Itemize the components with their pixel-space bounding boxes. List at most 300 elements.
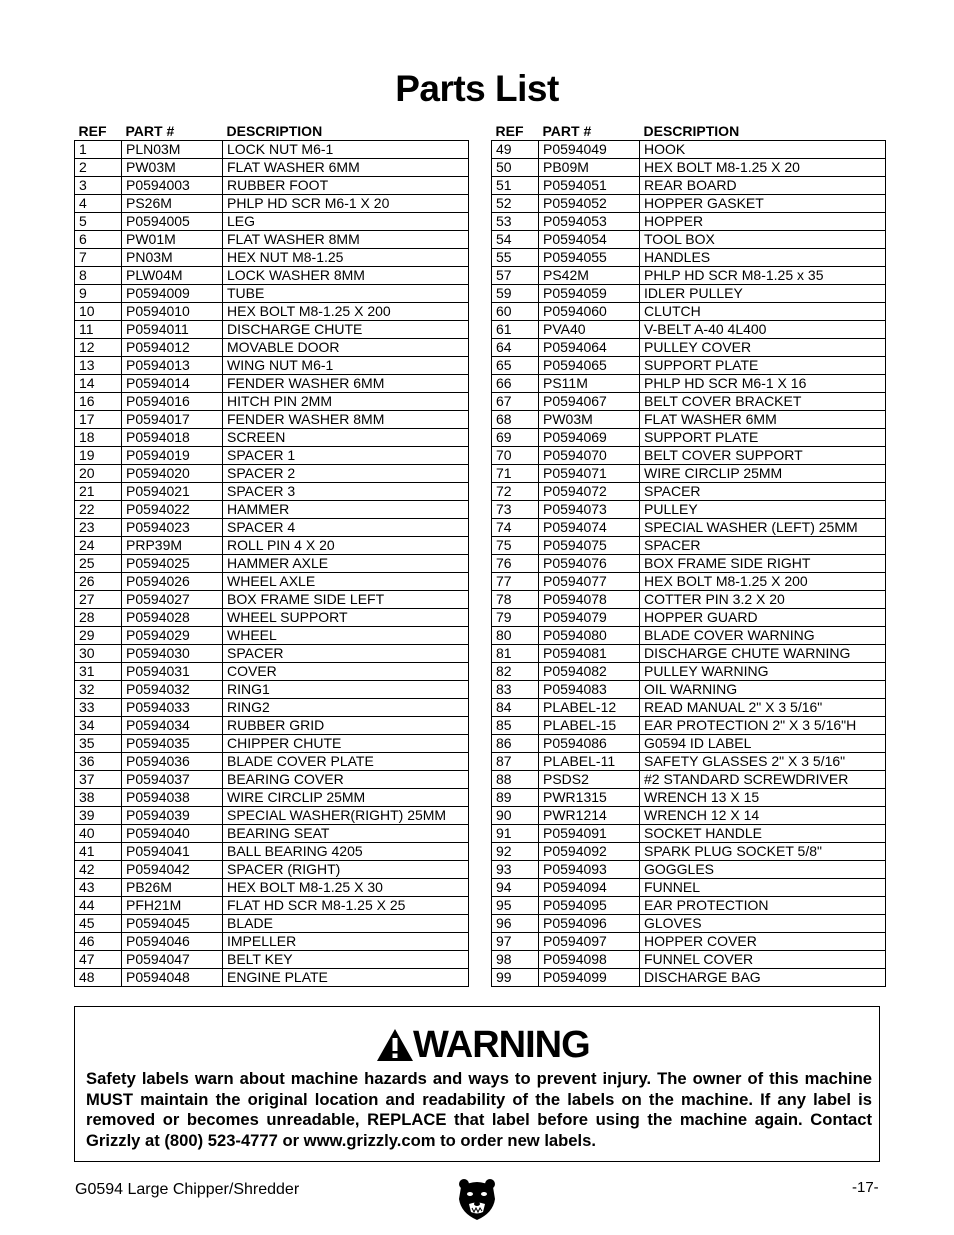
description-cell: BOX FRAME SIDE LEFT (223, 591, 469, 609)
part-number-cell: PLW04M (122, 267, 223, 285)
table-row (75, 159, 469, 177)
table-row (75, 555, 469, 573)
part-number-cell: PS26M (122, 195, 223, 213)
table-row (75, 663, 469, 681)
description-cell: COVER (223, 663, 469, 681)
description-cell: FENDER WASHER 6MM (223, 375, 469, 393)
ref-cell: 12 (75, 339, 122, 357)
table-row (492, 321, 886, 339)
table-row (75, 735, 469, 753)
ref-cell: 47 (75, 951, 122, 969)
ref-cell: 41 (75, 843, 122, 861)
part-number-cell: P0594095 (539, 897, 640, 915)
part-number-cell: P0594005 (122, 213, 223, 231)
part-number-cell: PB09M (539, 159, 640, 177)
description-cell: FLAT WASHER 8MM (223, 231, 469, 249)
description-cell: SOCKET HANDLE (640, 825, 886, 843)
page-number: -17- (852, 1179, 879, 1196)
part-number-cell: PSDS2 (539, 771, 640, 789)
warning-text: Safety labels warn about machine hazards and ways to prevent injury. The owner of this machine MUST maintain the original location and readability of the labels on the machine. If any label is removed or becomes unreadable, REPLACE that label before using the machine again. Contact Grizzly at (800) 523-4777 or www.grizzly.com to order new labels. (86, 1069, 872, 1150)
ref-cell: 81 (492, 645, 539, 663)
ref-cell: 69 (492, 429, 539, 447)
part-number-cell: P0594032 (122, 681, 223, 699)
part-number-cell: P0594075 (539, 537, 640, 555)
description-cell: HOPPER GASKET (640, 195, 886, 213)
table-row (75, 645, 469, 663)
part-number-cell: P0594038 (122, 789, 223, 807)
part-number-cell: P0594020 (122, 465, 223, 483)
parts-table-left (74, 123, 469, 987)
ref-cell: 29 (75, 627, 122, 645)
description-cell: BELT COVER SUPPORT (640, 447, 886, 465)
part-number-cell: P0594076 (539, 555, 640, 573)
part-number-cell: P0594059 (539, 285, 640, 303)
description-cell: SUPPORT PLATE (640, 429, 886, 447)
ref-cell: 21 (75, 483, 122, 501)
table-row (492, 411, 886, 429)
ref-cell: 10 (75, 303, 122, 321)
part-number-cell: P0594097 (539, 933, 640, 951)
table-row (492, 717, 886, 735)
ref-cell: 32 (75, 681, 122, 699)
part-number-cell: P0594028 (122, 609, 223, 627)
ref-cell: 88 (492, 771, 539, 789)
ref-cell: 43 (75, 879, 122, 897)
part-number-cell: P0594082 (539, 663, 640, 681)
table-row (75, 321, 469, 339)
table-row (492, 375, 886, 393)
description-cell: BALL BEARING 4205 (223, 843, 469, 861)
description-cell: RUBBER FOOT (223, 177, 469, 195)
ref-cell: 73 (492, 501, 539, 519)
table-row (492, 789, 886, 807)
table-row (75, 303, 469, 321)
description-cell: SCREEN (223, 429, 469, 447)
description-cell: BOX FRAME SIDE RIGHT (640, 555, 886, 573)
table-row (75, 177, 469, 195)
part-number-cell: P0594052 (539, 195, 640, 213)
ref-cell: 9 (75, 285, 122, 303)
part-number-cell: PWR1214 (539, 807, 640, 825)
table-row (492, 735, 886, 753)
part-number-cell: PW03M (122, 159, 223, 177)
ref-cell: 48 (75, 969, 122, 987)
description-header: DESCRIPTION (643, 123, 740, 139)
ref-cell: 79 (492, 609, 539, 627)
table-row (492, 915, 886, 933)
description-cell: SUPPORT PLATE (640, 357, 886, 375)
ref-cell: 19 (75, 447, 122, 465)
ref-cell: 31 (75, 663, 122, 681)
description-cell: BEARING SEAT (223, 825, 469, 843)
description-cell: PULLEY COVER (640, 339, 886, 357)
part-number-cell: P0594019 (122, 447, 223, 465)
part-number-cell: P0594078 (539, 591, 640, 609)
table-row (492, 537, 886, 555)
description-cell: BELT COVER BRACKET (640, 393, 886, 411)
table-row (492, 609, 886, 627)
ref-cell: 95 (492, 897, 539, 915)
part-number-cell: P0594073 (539, 501, 640, 519)
description-cell: HAMMER AXLE (223, 555, 469, 573)
table-row (75, 411, 469, 429)
ref-cell: 30 (75, 645, 122, 663)
description-cell: WRENCH 13 X 15 (640, 789, 886, 807)
description-cell: IMPELLER (223, 933, 469, 951)
table-row (492, 267, 886, 285)
description-cell: OIL WARNING (640, 681, 886, 699)
table-row (492, 771, 886, 789)
table-row (492, 483, 886, 501)
table-row (492, 681, 886, 699)
table-row (75, 699, 469, 717)
description-cell: FLAT HD SCR M8-1.25 X 25 (223, 897, 469, 915)
description-cell: BLADE COVER PLATE (223, 753, 469, 771)
description-cell: PULLEY WARNING (640, 663, 886, 681)
ref-cell: 68 (492, 411, 539, 429)
part-number-cell: PWR1315 (539, 789, 640, 807)
ref-cell: 35 (75, 735, 122, 753)
part-number-cell: P0594064 (539, 339, 640, 357)
ref-cell: 99 (492, 969, 539, 987)
ref-cell: 83 (492, 681, 539, 699)
description-cell: SPECIAL WASHER (LEFT) 25MM (640, 519, 886, 537)
table-row (492, 843, 886, 861)
description-cell: SPACER 1 (223, 447, 469, 465)
part-number-cell: PVA40 (539, 321, 640, 339)
table-row (492, 141, 886, 159)
part-number-cell: P0594065 (539, 357, 640, 375)
ref-header: REF (495, 123, 524, 139)
ref-cell: 59 (492, 285, 539, 303)
table-row (75, 843, 469, 861)
part-number-cell: P0594031 (122, 663, 223, 681)
ref-cell: 91 (492, 825, 539, 843)
part-number-cell: P0594025 (122, 555, 223, 573)
ref-cell: 24 (75, 537, 122, 555)
part-number-cell: PLABEL-15 (539, 717, 640, 735)
part-number-cell: P0594096 (539, 915, 640, 933)
description-cell: BLADE COVER WARNING (640, 627, 886, 645)
description-cell: SPACER 4 (223, 519, 469, 537)
ref-cell: 17 (75, 411, 122, 429)
table-row (75, 771, 469, 789)
table-row (492, 555, 886, 573)
description-cell: ROLL PIN 4 X 20 (223, 537, 469, 555)
table-row (492, 879, 886, 897)
table-header-row (75, 123, 469, 141)
description-cell: HOPPER COVER (640, 933, 886, 951)
ref-cell: 6 (75, 231, 122, 249)
part-number-cell: P0594048 (122, 969, 223, 987)
part-number-cell: P0594014 (122, 375, 223, 393)
table-row (492, 231, 886, 249)
table-row (492, 159, 886, 177)
table-row (75, 609, 469, 627)
warning-word: WARNING (413, 1024, 590, 1066)
ref-cell: 93 (492, 861, 539, 879)
description-cell: HOPPER (640, 213, 886, 231)
table-row (75, 231, 469, 249)
table-row (492, 357, 886, 375)
table-row (492, 627, 886, 645)
description-cell: LOCK WASHER 8MM (223, 267, 469, 285)
description-cell: CLUTCH (640, 303, 886, 321)
ref-cell: 13 (75, 357, 122, 375)
ref-cell: 37 (75, 771, 122, 789)
part-number-cell: P0594053 (539, 213, 640, 231)
part-number-cell: PS11M (539, 375, 640, 393)
description-cell: GOGGLES (640, 861, 886, 879)
description-cell: MOVABLE DOOR (223, 339, 469, 357)
table-row (75, 825, 469, 843)
part-number-cell: P0594055 (539, 249, 640, 267)
table-row (492, 195, 886, 213)
ref-cell: 74 (492, 519, 539, 537)
parts-table-right-body (492, 141, 886, 987)
description-cell: RING1 (223, 681, 469, 699)
ref-cell: 84 (492, 699, 539, 717)
part-number-cell: P0594071 (539, 465, 640, 483)
table-row (75, 339, 469, 357)
description-cell: SPECIAL WASHER(RIGHT) 25MM (223, 807, 469, 825)
description-cell: CHIPPER CHUTE (223, 735, 469, 753)
description-cell: FUNNEL (640, 879, 886, 897)
table-row (492, 933, 886, 951)
description-cell: BEARING COVER (223, 771, 469, 789)
table-row (75, 501, 469, 519)
footer-model: G0594 Large Chipper/Shredder (75, 1181, 300, 1198)
description-cell: IDLER PULLEY (640, 285, 886, 303)
ref-cell: 78 (492, 591, 539, 609)
table-row (492, 969, 886, 987)
part-number-cell: PRP39M (122, 537, 223, 555)
description-cell: DISCHARGE BAG (640, 969, 886, 987)
description-cell: HEX BOLT M8-1.25 X 30 (223, 879, 469, 897)
table-row (492, 825, 886, 843)
table-row (492, 429, 886, 447)
description-cell: SPACER (640, 537, 886, 555)
ref-cell: 85 (492, 717, 539, 735)
description-cell: DISCHARGE CHUTE (223, 321, 469, 339)
part-number-cell: P0594041 (122, 843, 223, 861)
ref-cell: 64 (492, 339, 539, 357)
warning-heading (375, 1023, 590, 1067)
part-number-cell: P0594046 (122, 933, 223, 951)
table-row (492, 591, 886, 609)
ref-cell: 92 (492, 843, 539, 861)
part-number-cell: P0594034 (122, 717, 223, 735)
ref-cell: 42 (75, 861, 122, 879)
ref-cell: 49 (492, 141, 539, 159)
ref-cell: 28 (75, 609, 122, 627)
table-row (75, 519, 469, 537)
description-cell: LEG (223, 213, 469, 231)
ref-cell: 34 (75, 717, 122, 735)
table-row (492, 573, 886, 591)
ref-cell: 38 (75, 789, 122, 807)
ref-cell: 23 (75, 519, 122, 537)
part-number-cell: P0594017 (122, 411, 223, 429)
parts-table-left-body (75, 141, 469, 987)
parts-table-right (491, 123, 886, 987)
ref-cell: 20 (75, 465, 122, 483)
part-number-cell: P0594022 (122, 501, 223, 519)
part-number-cell: P0594049 (539, 141, 640, 159)
description-cell: ENGINE PLATE (223, 969, 469, 987)
table-row (492, 861, 886, 879)
description-cell: SPACER (223, 645, 469, 663)
ref-cell: 3 (75, 177, 122, 195)
table-row (492, 663, 886, 681)
table-row (75, 537, 469, 555)
description-cell: DISCHARGE CHUTE WARNING (640, 645, 886, 663)
table-row (492, 753, 886, 771)
table-row (75, 249, 469, 267)
part-number-cell: PW03M (539, 411, 640, 429)
description-cell: HOOK (640, 141, 886, 159)
part-number-cell: PFH21M (122, 897, 223, 915)
part-number-cell: PN03M (122, 249, 223, 267)
description-cell: HITCH PIN 2MM (223, 393, 469, 411)
part-number-cell: P0594067 (539, 393, 640, 411)
ref-header: REF (78, 123, 107, 139)
description-cell: G0594 ID LABEL (640, 735, 886, 753)
table-row (75, 627, 469, 645)
ref-cell: 7 (75, 249, 122, 267)
part-number-cell: P0594094 (539, 879, 640, 897)
table-header-row (492, 123, 886, 141)
part-number-cell: P0594013 (122, 357, 223, 375)
table-row (492, 501, 886, 519)
table-row (492, 699, 886, 717)
part-number-cell: P0594072 (539, 483, 640, 501)
part-number-cell: PB26M (122, 879, 223, 897)
part-number-cell: PLABEL-11 (539, 753, 640, 771)
ref-cell: 66 (492, 375, 539, 393)
ref-cell: 89 (492, 789, 539, 807)
description-cell: SPACER 2 (223, 465, 469, 483)
description-cell: SAFETY GLASSES 2" X 3 5/16" (640, 753, 886, 771)
description-cell: FUNNEL COVER (640, 951, 886, 969)
part-number-cell: PW01M (122, 231, 223, 249)
part-number-cell: P0594018 (122, 429, 223, 447)
part-number-cell: P0594033 (122, 699, 223, 717)
part-number-cell: P0594099 (539, 969, 640, 987)
table-row (492, 465, 886, 483)
table-row (492, 645, 886, 663)
table-row (492, 177, 886, 195)
description-cell: TOOL BOX (640, 231, 886, 249)
ref-cell: 26 (75, 573, 122, 591)
warning-box (74, 1006, 880, 1162)
table-row (75, 681, 469, 699)
ref-cell: 54 (492, 231, 539, 249)
ref-cell: 4 (75, 195, 122, 213)
part-number-cell: P0594079 (539, 609, 640, 627)
description-cell: HEX BOLT M8-1.25 X 200 (640, 573, 886, 591)
description-cell: FENDER WASHER 8MM (223, 411, 469, 429)
part-number-cell: P0594081 (539, 645, 640, 663)
description-cell: WIRE CIRCLIP 25MM (223, 789, 469, 807)
part-number-cell: PLABEL-12 (539, 699, 640, 717)
part-number-cell: P0594069 (539, 429, 640, 447)
table-row (75, 897, 469, 915)
part-header: PART # (125, 123, 175, 139)
ref-cell: 44 (75, 897, 122, 915)
part-number-cell: PS42M (539, 267, 640, 285)
part-number-cell: P0594045 (122, 915, 223, 933)
part-number-cell: P0594012 (122, 339, 223, 357)
part-number-cell: P0594026 (122, 573, 223, 591)
ref-cell: 65 (492, 357, 539, 375)
ref-cell: 55 (492, 249, 539, 267)
ref-cell: 71 (492, 465, 539, 483)
description-cell: WHEEL AXLE (223, 573, 469, 591)
table-row (492, 447, 886, 465)
description-cell: COTTER PIN 3.2 X 20 (640, 591, 886, 609)
ref-cell: 25 (75, 555, 122, 573)
table-row (75, 447, 469, 465)
warning-triangle-icon (375, 1027, 415, 1063)
ref-cell: 57 (492, 267, 539, 285)
table-row (75, 879, 469, 897)
part-number-cell: P0594029 (122, 627, 223, 645)
description-cell: FLAT WASHER 6MM (223, 159, 469, 177)
ref-cell: 45 (75, 915, 122, 933)
ref-cell: 87 (492, 753, 539, 771)
table-row (75, 807, 469, 825)
ref-cell: 61 (492, 321, 539, 339)
table-row (75, 429, 469, 447)
description-cell: WING NUT M6-1 (223, 357, 469, 375)
part-number-cell: P0594051 (539, 177, 640, 195)
description-cell: RING2 (223, 699, 469, 717)
ref-cell: 98 (492, 951, 539, 969)
table-row (492, 339, 886, 357)
table-row (492, 285, 886, 303)
description-cell: WHEEL SUPPORT (223, 609, 469, 627)
part-number-cell: P0594086 (539, 735, 640, 753)
part-number-cell: P0594047 (122, 951, 223, 969)
table-row (75, 969, 469, 987)
ref-cell: 97 (492, 933, 539, 951)
ref-cell: 2 (75, 159, 122, 177)
table-row (75, 933, 469, 951)
ref-cell: 11 (75, 321, 122, 339)
part-number-cell: P0594077 (539, 573, 640, 591)
ref-cell: 18 (75, 429, 122, 447)
part-number-cell: P0594091 (539, 825, 640, 843)
table-row (75, 717, 469, 735)
description-cell: PULLEY (640, 501, 886, 519)
description-cell: TUBE (223, 285, 469, 303)
ref-cell: 51 (492, 177, 539, 195)
description-cell: GLOVES (640, 915, 886, 933)
part-number-cell: P0594016 (122, 393, 223, 411)
description-cell: SPARK PLUG SOCKET 5/8" (640, 843, 886, 861)
page-title: Parts List (395, 68, 559, 109)
table-row (75, 357, 469, 375)
table-row (75, 483, 469, 501)
ref-cell: 16 (75, 393, 122, 411)
part-number-cell: P0594039 (122, 807, 223, 825)
table-row (75, 195, 469, 213)
description-cell: SPACER (640, 483, 886, 501)
table-row (75, 141, 469, 159)
ref-cell: 8 (75, 267, 122, 285)
ref-cell: 90 (492, 807, 539, 825)
